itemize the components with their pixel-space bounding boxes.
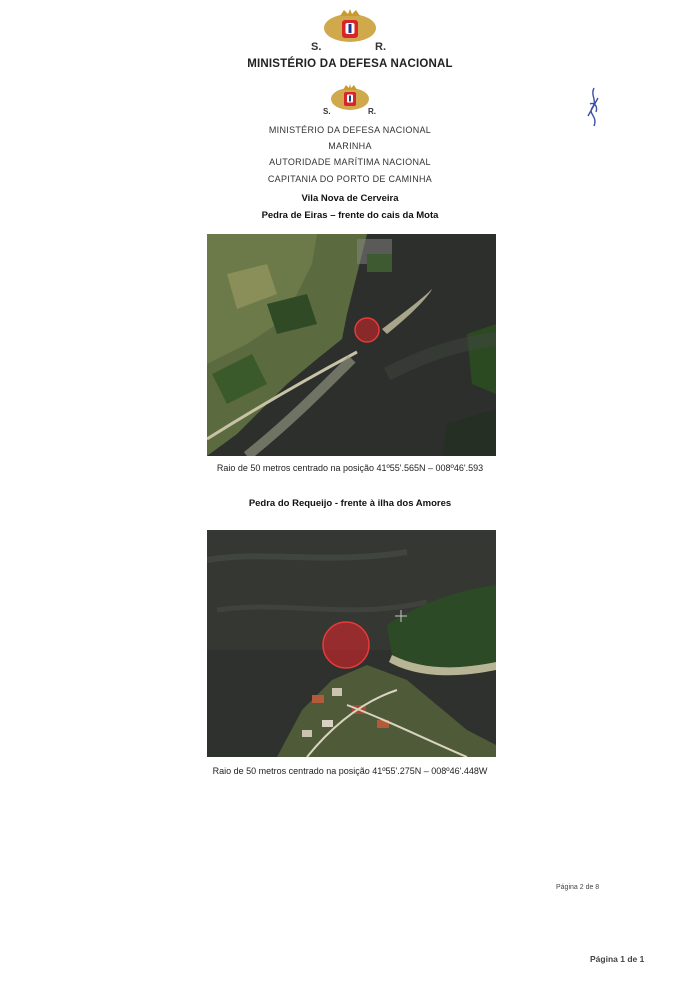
header-line-maritime-authority: AUTORIDADE MARÍTIMA NACIONAL [269,157,431,167]
sr-right-letter: R. [375,41,386,53]
sr-right-letter-small: R. [368,107,376,116]
sr-left-letter-small: S. [323,107,331,116]
coat-of-arms-emblem [318,8,382,44]
header-line-ministry: MINISTÉRIO DA DEFESA NACIONAL [268,125,432,135]
section-2-title: Pedra do Requeijo - frente à ilha dos Amores [248,498,452,509]
ministry-letterhead: MINISTÉRIO DA DEFESA NACIONAL [247,58,453,70]
handwritten-signature [584,86,604,130]
section-2-caption: Raio de 50 metros centrado na posição 41º55'.275N – 008º46'.448W [212,766,488,776]
section-1-title: Pedra de Eiras – frente do cais da Mota [261,210,439,221]
header-line-harbour-captaincy: CAPITANIA DO PORTO DE CAMINHA [267,174,433,184]
satellite-map-pedra-de-eiras [207,234,496,456]
location-title: Vila Nova de Cerveira [301,193,399,204]
satellite-map-pedra-do-requeijo [207,530,496,757]
sr-left-letter: S. [311,41,322,53]
coat-of-arms-small-emblem [327,84,373,112]
outer-page-number: Página 1 de 1 [590,954,645,964]
section-1-caption: Raio de 50 metros centrado na posição 41º55'.565N – 008º46'.593 [216,463,484,473]
header-line-navy: MARINHA [328,141,372,151]
inner-page-number: Página 2 de 8 [556,884,600,891]
